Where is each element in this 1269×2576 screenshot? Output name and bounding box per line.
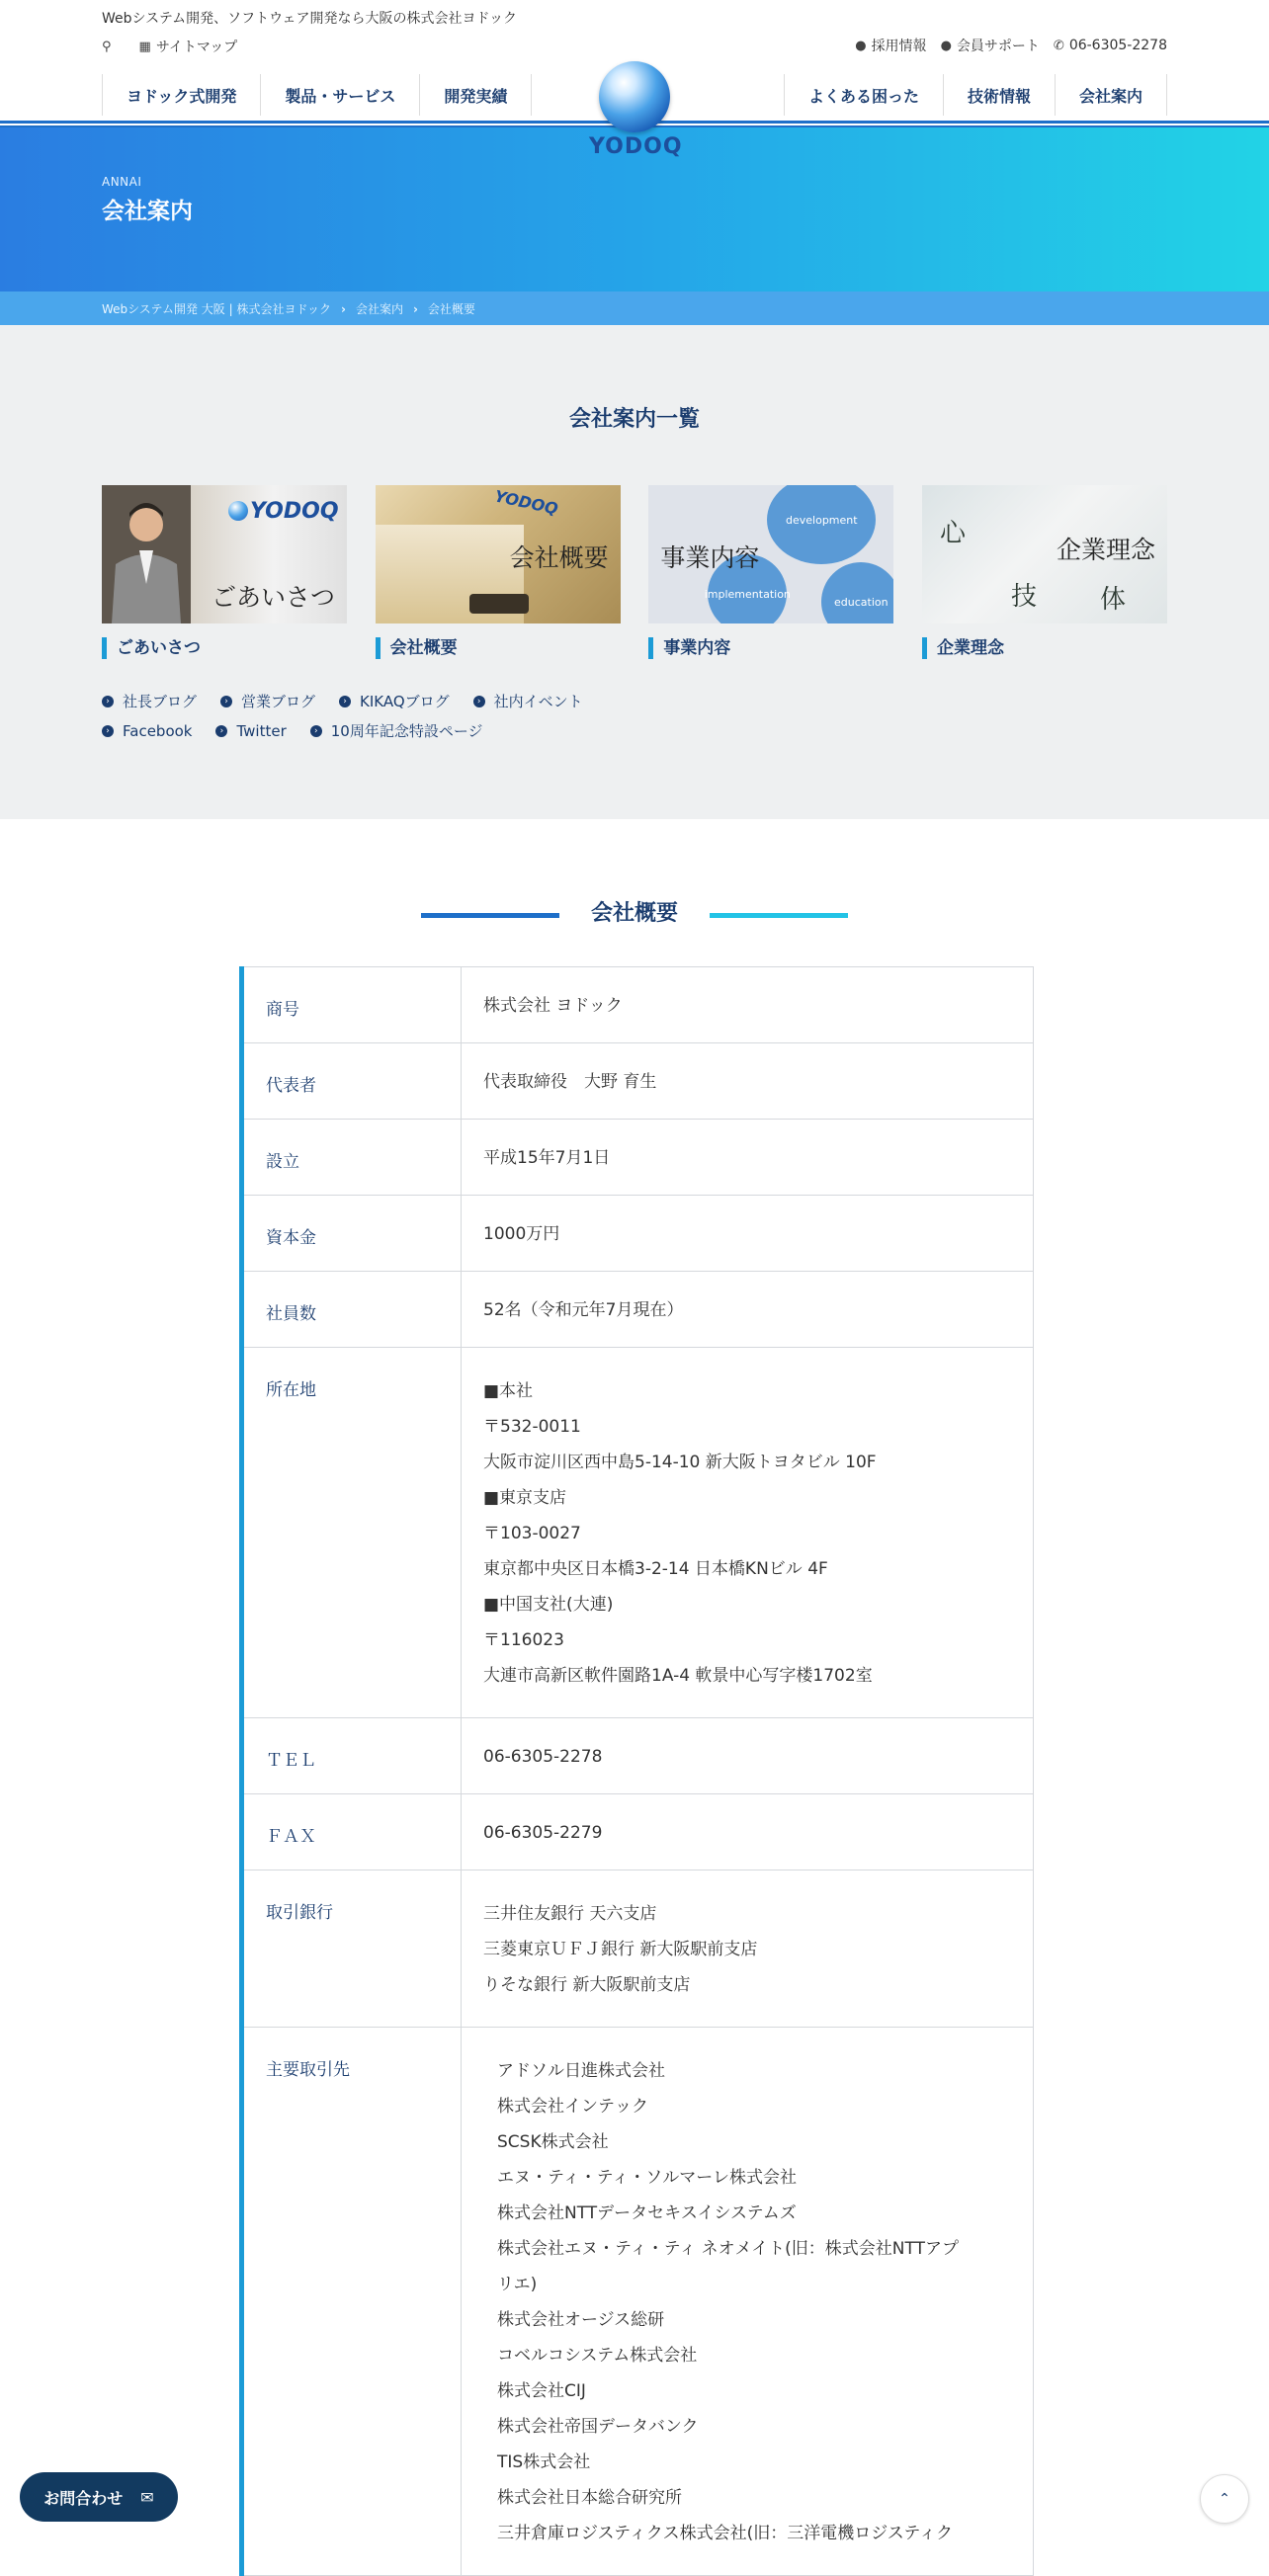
bank-line: 三井住友銀行 天六支店 (483, 1904, 657, 1924)
arrow-circle-icon: › (339, 696, 351, 707)
row-label: 社員数 (244, 1272, 462, 1347)
row-label: 設立 (244, 1120, 462, 1195)
link-label: 営業ブログ (241, 693, 316, 710)
page-title: 会社案内 (102, 199, 193, 224)
link-kikaq-blog[interactable] (339, 691, 450, 711)
row-value: 1000万円 (483, 1224, 560, 1244)
row-label: 代表者 (244, 1043, 462, 1119)
arrow-circle-icon: › (102, 725, 114, 737)
address-line: 大連市高新区軟件園路1A-4 軟景中心写字楼1702室 (483, 1666, 873, 1686)
table-row (244, 1272, 1034, 1348)
envelope-icon: ✉ (140, 2487, 154, 2507)
support-label: 会員サポート (956, 39, 1040, 54)
nav-item-company[interactable]: 会社案内 (1055, 74, 1167, 116)
support-link[interactable] (941, 36, 1040, 55)
client-line: 株式会社エヌ・ティ・ティ ネオメイト(旧：株式会社NTTアプ (497, 2239, 959, 2259)
address-line: 〒103-0027 (483, 1524, 581, 1543)
contact-button[interactable] (20, 2472, 178, 2522)
row-label: 主要取引先 (244, 2028, 462, 2575)
sitemap-label: サイトマップ (155, 40, 238, 55)
arrow-circle-icon: › (310, 725, 322, 737)
nav-item-faq[interactable]: よくある困った (784, 74, 943, 116)
card-profile[interactable] (376, 485, 621, 659)
table-row-clients (244, 2028, 1034, 2576)
business-label: 事業内容 (648, 637, 893, 659)
users-icon: ● (855, 38, 867, 53)
chevron-right-icon: › (412, 301, 418, 316)
table-row-tel (244, 1718, 1034, 1794)
logo-sphere-icon (228, 501, 248, 521)
company-overview-section (0, 325, 1269, 819)
nav-item-tech[interactable]: 技術情報 (943, 74, 1055, 116)
profile-label: 会社概要 (376, 637, 621, 659)
back-to-top-button[interactable] (1200, 2474, 1249, 2524)
double-chevron-up-icon: ⌃ (1219, 2491, 1230, 2507)
search-button[interactable] (102, 40, 112, 54)
greeting-caption: ごあいさつ (211, 583, 335, 612)
link-label: 社内イベント (493, 693, 583, 710)
nav-item-works[interactable]: 開発実績 (419, 74, 532, 116)
table-row (244, 1120, 1034, 1196)
contact-label: お問合わせ (43, 2488, 124, 2508)
row-value (462, 1348, 1033, 1717)
client-line: 株式会社NTTデータセキスイシステムズ (497, 2203, 797, 2223)
hero-subtitle: ANNAI (102, 175, 142, 189)
row-value: 株式会社 ヨドック (483, 996, 623, 1016)
table-row (244, 1196, 1034, 1272)
client-line: TIS株式会社 (497, 2452, 591, 2472)
company-profile-table (239, 966, 1034, 2576)
kanji-kokoro: 心 (939, 519, 966, 548)
utility-left (102, 37, 237, 56)
yodoq-sign-text: YODOQ (250, 499, 339, 524)
main-nav-right (784, 74, 1167, 116)
arrow-circle-icon: › (220, 696, 232, 707)
related-links (102, 691, 991, 750)
card-philosophy[interactable] (922, 485, 1167, 659)
row-value: 52名（令和元年7月現在） (483, 1300, 684, 1320)
arrow-circle-icon: › (102, 696, 114, 707)
philosophy-caption: 企業理念 (1056, 536, 1155, 564)
logo-text: YODOQ (589, 134, 683, 159)
phone-number: 06-6305-2278 (1068, 38, 1167, 53)
row-label: 取引銀行 (244, 1870, 462, 2027)
client-line: アドソル日進株式会社 (497, 2061, 665, 2081)
table-row-location (244, 1348, 1034, 1718)
breadcrumb (0, 291, 1269, 325)
philosophy-image (922, 485, 1167, 623)
address-line: 大阪市淀川区西中島5-14-10 新大阪トヨタビル 10F (483, 1453, 877, 1472)
search-icon: ⚲ (102, 39, 112, 54)
row-value: 06-6305-2278 (483, 1747, 603, 1767)
link-label: Facebook (123, 721, 193, 740)
bubble-implementation: implementation (708, 554, 787, 623)
client-line: 株式会社日本総合研究所 (497, 2488, 682, 2508)
recruit-label: 採用情報 (871, 39, 927, 54)
address-line: 東京都中央区日本橋3-2-14 日本橋KNビル 4F (483, 1559, 828, 1579)
overview-cards (102, 485, 1167, 659)
breadcrumb-home[interactable]: Webシステム開発 大阪 | 株式会社ヨドック (102, 302, 331, 316)
business-caption: 事業内容 (660, 543, 760, 572)
link-facebook[interactable] (102, 720, 192, 741)
row-label: ＦＡＸ (244, 1794, 462, 1870)
phone-icon: ✆ (1053, 38, 1064, 53)
row-value: 代表取締役 大野 育生 (483, 1072, 657, 1092)
bubble-education: education (821, 562, 893, 623)
heading-bar-left (421, 913, 559, 918)
profile-image (376, 485, 621, 623)
table-row-fax (244, 1794, 1034, 1870)
link-sales-blog[interactable] (220, 691, 315, 711)
heading-bar-right (710, 913, 848, 918)
site-tagline: Webシステム開発、ソフトウェア開発なら大阪の株式会社ヨドック (102, 11, 518, 27)
address-line: ■東京支店 (483, 1488, 567, 1508)
link-president-blog[interactable] (102, 691, 197, 711)
client-line: コベルコシステム株式会社 (497, 2346, 698, 2366)
yodoq-sign-text: YODOQ (492, 486, 560, 519)
logo-sphere-icon (599, 61, 670, 132)
profile-caption: 会社概要 (509, 543, 609, 572)
breadcrumb-company[interactable]: 会社案内 (355, 302, 403, 316)
link-label: 10周年記念特設ページ (330, 722, 483, 740)
business-image (648, 485, 893, 623)
recruit-link[interactable] (855, 36, 926, 55)
president-photo (102, 485, 191, 623)
nav-item-yodoq-dev[interactable]: ヨドック式開発 (102, 74, 260, 116)
main-nav-left (102, 74, 532, 116)
utility-right (855, 36, 1167, 55)
card-business[interactable] (648, 485, 893, 659)
desk-phone (469, 594, 529, 614)
link-label: KIKAQブログ (360, 693, 450, 710)
site-logo[interactable] (589, 61, 683, 180)
address-line: ■本社 (483, 1381, 534, 1401)
client-line: 株式会社CIJ (497, 2381, 586, 2401)
link-twitter[interactable] (215, 720, 286, 741)
sitemap-icon: ▦ (138, 39, 151, 54)
row-value: 平成15年7月1日 (483, 1148, 611, 1168)
client-line: リエ) (497, 2275, 538, 2294)
address-line: ■中国支社(大連) (483, 1595, 614, 1615)
kanji-gi: 技 (1010, 582, 1037, 612)
link-10th-anniversary[interactable] (310, 720, 483, 741)
row-label: 所在地 (244, 1348, 462, 1717)
client-line: SCSK株式会社 (497, 2132, 609, 2152)
client-line: 三井倉庫ロジスティクス株式会社(旧：三洋電機ロジスティク (497, 2524, 954, 2543)
kanji-tai: 体 (1099, 585, 1126, 615)
row-value (462, 1870, 1033, 2027)
row-label: 資本金 (244, 1196, 462, 1271)
row-label: 商号 (244, 967, 462, 1042)
client-line: 株式会社オージス総研 (497, 2310, 665, 2330)
profile-heading (0, 896, 1269, 932)
profile-title: 会社概要 (590, 901, 678, 926)
nav-item-products[interactable]: 製品・サービス (260, 74, 419, 116)
client-line: エヌ・ティ・ティ・ソルマーレ株式会社 (497, 2168, 797, 2188)
user-icon: ● (940, 38, 952, 53)
link-label: 社長ブログ (123, 693, 198, 710)
link-label: Twitter (236, 721, 287, 740)
bank-line: りそな銀行 新大阪駅前支店 (483, 1975, 691, 1995)
link-events[interactable] (473, 691, 583, 711)
arrow-circle-icon: › (473, 696, 485, 707)
chevron-right-icon: › (340, 301, 346, 316)
address-line: 〒532-0011 (483, 1417, 581, 1437)
row-label: ＴＥＬ (244, 1718, 462, 1793)
table-row-banks (244, 1870, 1034, 2028)
phone-link[interactable] (1054, 38, 1167, 53)
philosophy-label: 企業理念 (922, 637, 1167, 659)
client-line: 株式会社帝国データバンク (497, 2417, 699, 2437)
arrow-circle-icon: › (215, 725, 227, 737)
breadcrumb-current: 会社概要 (427, 302, 475, 316)
table-row (244, 966, 1034, 1043)
greeting-image (102, 485, 347, 623)
greeting-label: ごあいさつ (102, 637, 347, 659)
sitemap-link[interactable] (139, 37, 238, 56)
client-line: 株式会社インテック (497, 2097, 648, 2117)
row-value (462, 2028, 1033, 2575)
bubble-development: development (767, 485, 876, 564)
row-value: 06-6305-2279 (483, 1823, 603, 1843)
address-line: 〒116023 (483, 1630, 564, 1650)
table-row (244, 1043, 1034, 1120)
card-greeting[interactable] (102, 485, 347, 659)
bank-line: 三菱東京ＵＦＪ銀行 新大阪駅前支店 (483, 1940, 758, 1959)
overview-title: 会社案内一覧 (568, 407, 700, 432)
